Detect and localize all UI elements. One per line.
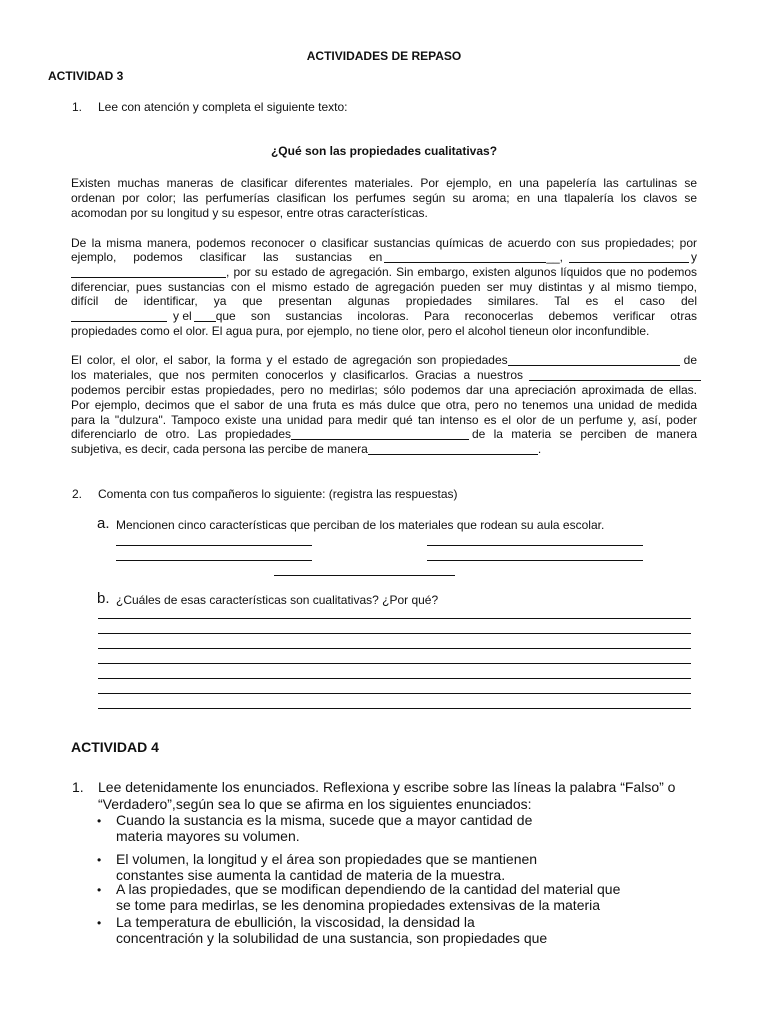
answer-line[interactable] bbox=[274, 575, 455, 576]
blank-field[interactable] bbox=[508, 354, 680, 366]
paragraph-2-line bbox=[71, 309, 697, 324]
blank-field[interactable] bbox=[71, 266, 226, 278]
paragraph-3-line bbox=[71, 368, 701, 383]
question-2-text: Comenta con tus compañeros lo siguiente: (registra las respuestas) bbox=[98, 487, 458, 501]
statement-line: concentración y la solubilidad de una sustancia, son propiedades que bbox=[116, 930, 548, 946]
item-a-letter: a. bbox=[97, 515, 110, 532]
paragraph-2-text: y el bbox=[173, 309, 192, 323]
question-1-text: Lee con atención y completa el siguiente texto: bbox=[98, 100, 348, 114]
statement-line: constantes sise aumenta la cantidad de materia de la muestra. bbox=[116, 867, 506, 883]
paragraph-2-line bbox=[71, 265, 697, 280]
paragraph-1-line: acomodan por su longitud y su espesor, entre otras características. bbox=[71, 206, 428, 220]
answer-line[interactable] bbox=[116, 545, 312, 546]
answer-line[interactable] bbox=[98, 648, 691, 649]
blank-field[interactable] bbox=[368, 443, 538, 455]
answer-line[interactable] bbox=[116, 560, 312, 561]
paragraph-1-line: Existen muchas maneras de clasificar diferentes materiales. Por ejemplo, en una papelería las cartulinas se bbox=[71, 176, 697, 190]
paragraph-3-text: . bbox=[537, 442, 542, 456]
answer-line[interactable] bbox=[98, 618, 691, 619]
activity-4-heading: ACTIVIDAD 4 bbox=[71, 739, 159, 755]
paragraph-2-line: De la misma manera, podemos reconocer o clasificar sustancias químicas de acuerdo con sus propiedades; por bbox=[71, 236, 697, 250]
paragraph-2-text: y bbox=[691, 250, 697, 264]
blank-field[interactable] bbox=[569, 251, 689, 263]
answer-line[interactable] bbox=[427, 545, 643, 546]
statement-line: Cuando la sustancia es la misma, sucede que a mayor cantidad de bbox=[116, 812, 533, 828]
statement-line: A las propiedades, que se modifican dependiendo de la cantidad del material que bbox=[116, 881, 621, 897]
bullet-icon: • bbox=[97, 883, 102, 897]
question-1-number: 1. bbox=[72, 100, 83, 114]
paragraph-2-line bbox=[71, 250, 697, 265]
item-b-text: ¿Cuáles de esas características son cualitativas? ¿Por qué? bbox=[116, 593, 439, 607]
answer-line[interactable] bbox=[98, 633, 691, 634]
paragraph-2-line: propiedades como el olor. El agua pura, por ejemplo, no tiene olor, pero el alcohol tieneun olor inconfundible. bbox=[71, 324, 650, 338]
activity-3-heading: ACTIVIDAD 3 bbox=[48, 69, 124, 83]
paragraph-3-text: de bbox=[683, 353, 697, 367]
bullet-icon: • bbox=[97, 853, 102, 867]
answer-line[interactable] bbox=[98, 708, 691, 709]
bullet-icon: • bbox=[97, 916, 102, 930]
blank-field[interactable] bbox=[529, 369, 701, 381]
paragraph-3-text: El color, el olor, el sabor, la forma y el estado de agregación son propiedades bbox=[71, 353, 508, 367]
answer-line[interactable] bbox=[98, 678, 691, 679]
statement-line: El volumen, la longitud y el área son propiedades que se mantienen bbox=[116, 851, 538, 867]
item-b-letter: b. bbox=[97, 590, 110, 607]
paragraph-3-line bbox=[71, 442, 541, 457]
paragraph-3-text: los materiales, que nos permiten conocerlos y clasificarlos. Gracias a nuestros bbox=[71, 368, 523, 382]
intro-line: Lee detenidamente los enunciados. Reflexiona y escribe sobre las líneas la palabra “Falso” o bbox=[98, 779, 676, 795]
paragraph-3-line: para la "dulzura". Tampoco existe una unidad para medir qué tan intenso es el olor de un perfume y, así, poder bbox=[71, 413, 697, 427]
paragraph-2-text: que son sustancias incoloras. Para reconocerlas debemos verificar otras bbox=[215, 309, 697, 323]
statement-line: se tome para medirlas, se les denomina propiedades extensivas de la materia bbox=[116, 897, 601, 913]
intro-line: “Verdadero”,según sea lo que se afirma en los siguientes enunciados: bbox=[98, 796, 532, 812]
blank-field[interactable] bbox=[384, 251, 546, 263]
answer-line[interactable] bbox=[98, 663, 691, 664]
item-a-text: Mencionen cinco características que perciban de los materiales que rodean su aula escolar. bbox=[116, 518, 605, 532]
paragraph-2-line: difícil de identificar, ya que presentan algunas propiedades similares. Tal es el caso del bbox=[71, 294, 697, 308]
paragraph-3-line bbox=[71, 427, 697, 442]
answer-line[interactable] bbox=[427, 560, 643, 561]
paragraph-3-text: subjetiva, es decir, cada persona las percibe de manera bbox=[71, 442, 368, 456]
paragraph-3-line: Por ejemplo, decimos que el sabor de una fruta es más dulce que otra, pero no tenemos una unidad de medida bbox=[71, 398, 697, 412]
blank-field[interactable] bbox=[291, 428, 469, 440]
blank-field[interactable] bbox=[71, 310, 167, 322]
question-1-number: 1. bbox=[72, 779, 84, 795]
blank-field[interactable] bbox=[194, 310, 216, 322]
section-subtitle: ¿Qué son las propiedades cualitativas? bbox=[270, 144, 498, 158]
paragraph-2-text: ejemplo, podemos clasificar las sustancias en bbox=[71, 250, 383, 264]
paragraph-2-text: , por su estado de agregación. Sin embargo, existen algunos líquidos que no podemos bbox=[226, 265, 697, 279]
statement-line: La temperatura de ebullición, la viscosidad, la densidad la bbox=[116, 914, 475, 930]
paragraph-1-line: ordenan por color; las perfumerías clasifican los perfumes según su aroma; en una tlapalería los clavos se bbox=[71, 191, 697, 205]
bullet-icon: • bbox=[97, 814, 102, 828]
paragraph-2-text: __, bbox=[546, 250, 563, 264]
paragraph-3-text: diferenciarlo de otro. Las propiedades bbox=[71, 427, 291, 441]
answer-line[interactable] bbox=[98, 693, 691, 694]
question-2-number: 2. bbox=[72, 487, 83, 501]
paragraph-3-line: podemos percibir estas propiedades, pero no medirlas; sólo podemos dar una apreciación aproximada de ellas. bbox=[71, 383, 697, 397]
page-title: ACTIVIDADES DE REPASO bbox=[306, 49, 462, 63]
paragraph-2-line: diferenciar, pues sustancias con el mismo estado de agregación pueden ser muy distintas y al mismo tiempo, bbox=[71, 280, 697, 294]
statement-line: materia mayores su volumen. bbox=[116, 828, 300, 844]
paragraph-3-line bbox=[71, 353, 697, 368]
paragraph-3-text: de la materia se perciben de manera bbox=[472, 427, 697, 441]
